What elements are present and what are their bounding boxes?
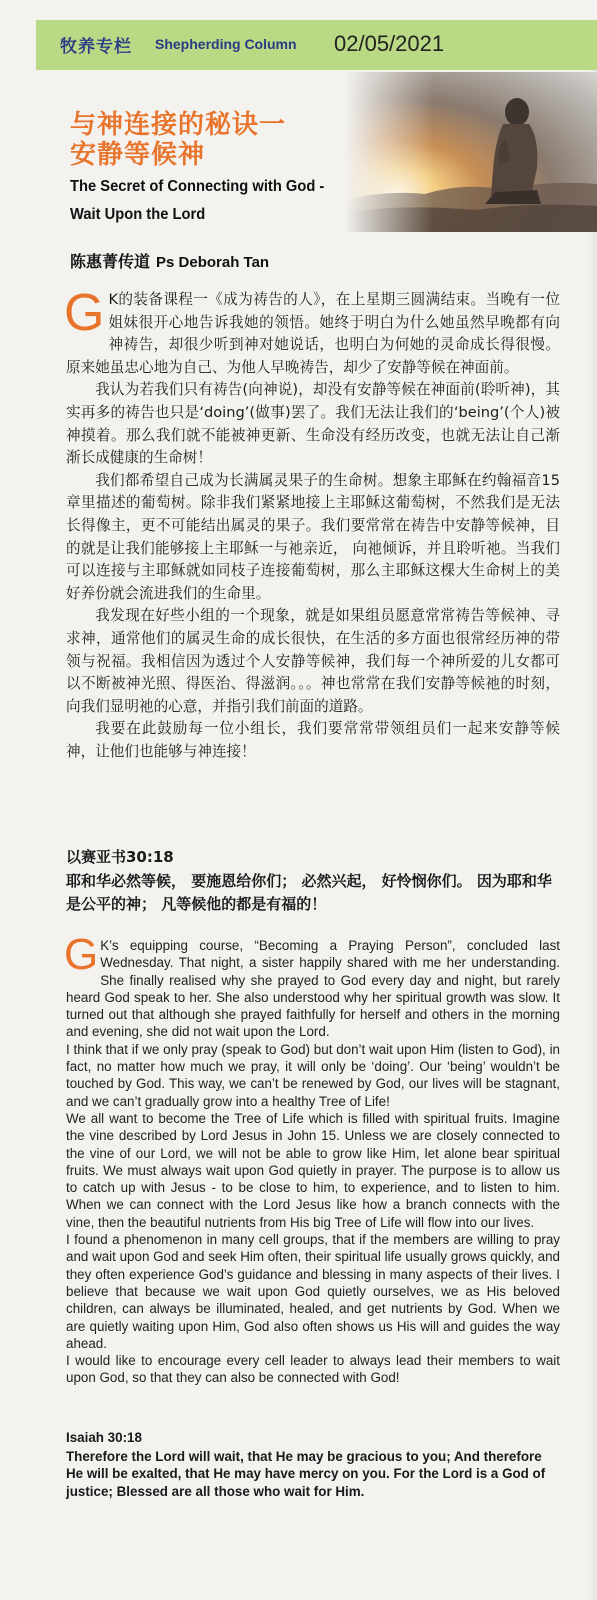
paragraph: 我认为若我们只有祷告(向神说)，却没有安静等候在神面前(聆听神)，其实再多的祷告也只是‘doing’(做事)罢了。我们无法让我们的‘being’(个人)被神摸着。那么我们就不能被神更新、生命没有经历改变，也就无法让自己渐渐长成健康的生命树！ bbox=[66, 381, 560, 467]
verse-reference-cn: 以赛亚书30:18 bbox=[66, 848, 174, 866]
article-body-cn bbox=[64, 284, 560, 763]
verse-text-en: Therefore the Lord will wait, that He may be gracious to you; And therefore He will be exalted, that He may have mercy on you. For the Lord is a God of justice; Blessed are all those who wait for Him. bbox=[66, 1449, 546, 1499]
title-cn-line2: 安静等候神 bbox=[70, 140, 206, 170]
paragraph: I think that if we only pray (speak to God) but don’t wait upon Him (listen to God), in fact, no matter how much we pray, it will only be ‘doing’. Our ‘being’ wouldn’t be touched by God. This way, we can’t be renewed by God, our lives will be stagnant, and we can’t gradually grow into a healthy Tree of Life! bbox=[66, 1041, 560, 1109]
column-title-cn: 牧养专栏 bbox=[60, 37, 132, 57]
paper-edge-shadow bbox=[587, 60, 597, 1600]
paragraph: 我发现在好些小组的一个现象，就是如果组员愿意常常祷告等候神、寻求神，通常他们的属灵生命的成长很快，在生活的多方面也很常经历神的带领与祝福。我相信因为透过个人安静等候神，我们每一个神所爱的儿女都可以不断被神光照、得医治、得滋润。。。神也常常在我们安静等候祂的时刻，向我们显明祂的心意，并指引我们前面的道路。 bbox=[66, 607, 560, 715]
author-en: Ps Deborah Tan bbox=[156, 254, 270, 271]
dropcap-letter: G bbox=[64, 930, 99, 979]
paragraph bbox=[64, 284, 560, 379]
verse-reference-en: Isaiah 30:18 bbox=[66, 1430, 142, 1445]
title-en-line2: Wait Upon the Lord bbox=[70, 206, 206, 223]
paragraph-text: K的装备课程一《成为祷告的人》，在上星期三圆满结束。当晚有一位姐妹很开心地告诉我她的领悟。她终于明白为什么她虽然早晚都有向神祷告，却很少听到神对她说话，也明白为何她的灵命成长得很慢。原来她虽忠心地为自己、为他人早晚祷告，却少了安静等候在神面前。 bbox=[66, 291, 560, 376]
verse-text-cn: 耶和华必然等候， 要施恩给你们； 必然兴起， 好怜悯你们。 因为耶和华是公平的神； 凡等候他的都是有福的！ bbox=[66, 872, 552, 913]
paragraph: 我们都希望自己成为长满属灵果子的生命树。想象主耶稣在约翰福音15章里描述的葡萄树。除非我们紧紧地接上主耶稣这葡萄树，不然我们是无法长得像主，更不可能结出属灵的果子。我们要常常在祷告中安静等候神，目的就是让我们能够接上主耶稣一与祂亲近， 向祂倾诉，并且聆听祂。当我们可以连接与主耶稣就如同枝子连接葡萄树，那么主耶稣这棵大生命树上的美好养份就会流进我们的生命里。 bbox=[66, 471, 560, 602]
issue-date: 02/05/2021 bbox=[334, 31, 445, 56]
paragraph: 我要在此鼓励每一位小组长，我们要常常带领组员们一起来安静等候神，让他们也能够与神连接！ bbox=[66, 720, 560, 760]
title-en-line1: The Secret of Connecting with God - bbox=[70, 178, 325, 195]
paragraph: I found a phenomenon in many cell groups, that if the members are willing to pray and wait upon God and seek Him often, their spiritual life usually grows quickly, and they often experience God’s guidance and blessing in many aspects of their lives. I believe that because we wait upon God quietly ourselves, we as His beloved children, can always be illuminated, healed, and get nutrients by God. When we are quietly waiting upon Him, God also often shows us His will and guides the way ahead. bbox=[66, 1232, 560, 1351]
praying-man-silhouette bbox=[345, 72, 597, 232]
praying-man-photo bbox=[345, 72, 597, 232]
paragraph: I would like to encourage every cell leader to always lead their members to wait upon God, so that they can also be connected with God! bbox=[66, 1353, 560, 1386]
column-title-en: Shepherding Column bbox=[155, 36, 297, 52]
author-byline bbox=[70, 249, 269, 272]
author-cn: 陈惠菁传道 bbox=[70, 252, 151, 271]
paragraph bbox=[64, 930, 560, 1041]
paragraph: We all want to become the Tree of Life which is filled with spiritual fruits. Imagine the vine described by Lord Jesus in John 15. Unless we are closely connected to the vine of our Lord, we will not be able to grow like Him, let alone bear spiritual fruits. We must always wait upon God quietly in prayer. The purpose is to allow us to catch up with Jesus - to be close to him, to experience, and to listen to him. When we can connect with the Lord Jesus like how a branch connects with the vine, then the beautiful nutrients from His big Tree of Life will flow into our lives. bbox=[66, 1110, 560, 1230]
title-cn-line1: 与神连接的秘诀一 bbox=[70, 110, 287, 140]
paragraph-text: K’s equipping course, “Becoming a Praying Person”, concluded last Wednesday. That night, a sister happily shared with me her understanding. She finally realised why she prayed to God every day and night, but rarely heard God speak to her. She also understood why her spiritual growth was slow. It turned out that although she prayed faithfully for herself and others in the morning and evening, she did not wait upon the Lord. bbox=[66, 938, 560, 1040]
dropcap-letter: G bbox=[64, 284, 105, 342]
article-body-en bbox=[64, 930, 560, 1387]
